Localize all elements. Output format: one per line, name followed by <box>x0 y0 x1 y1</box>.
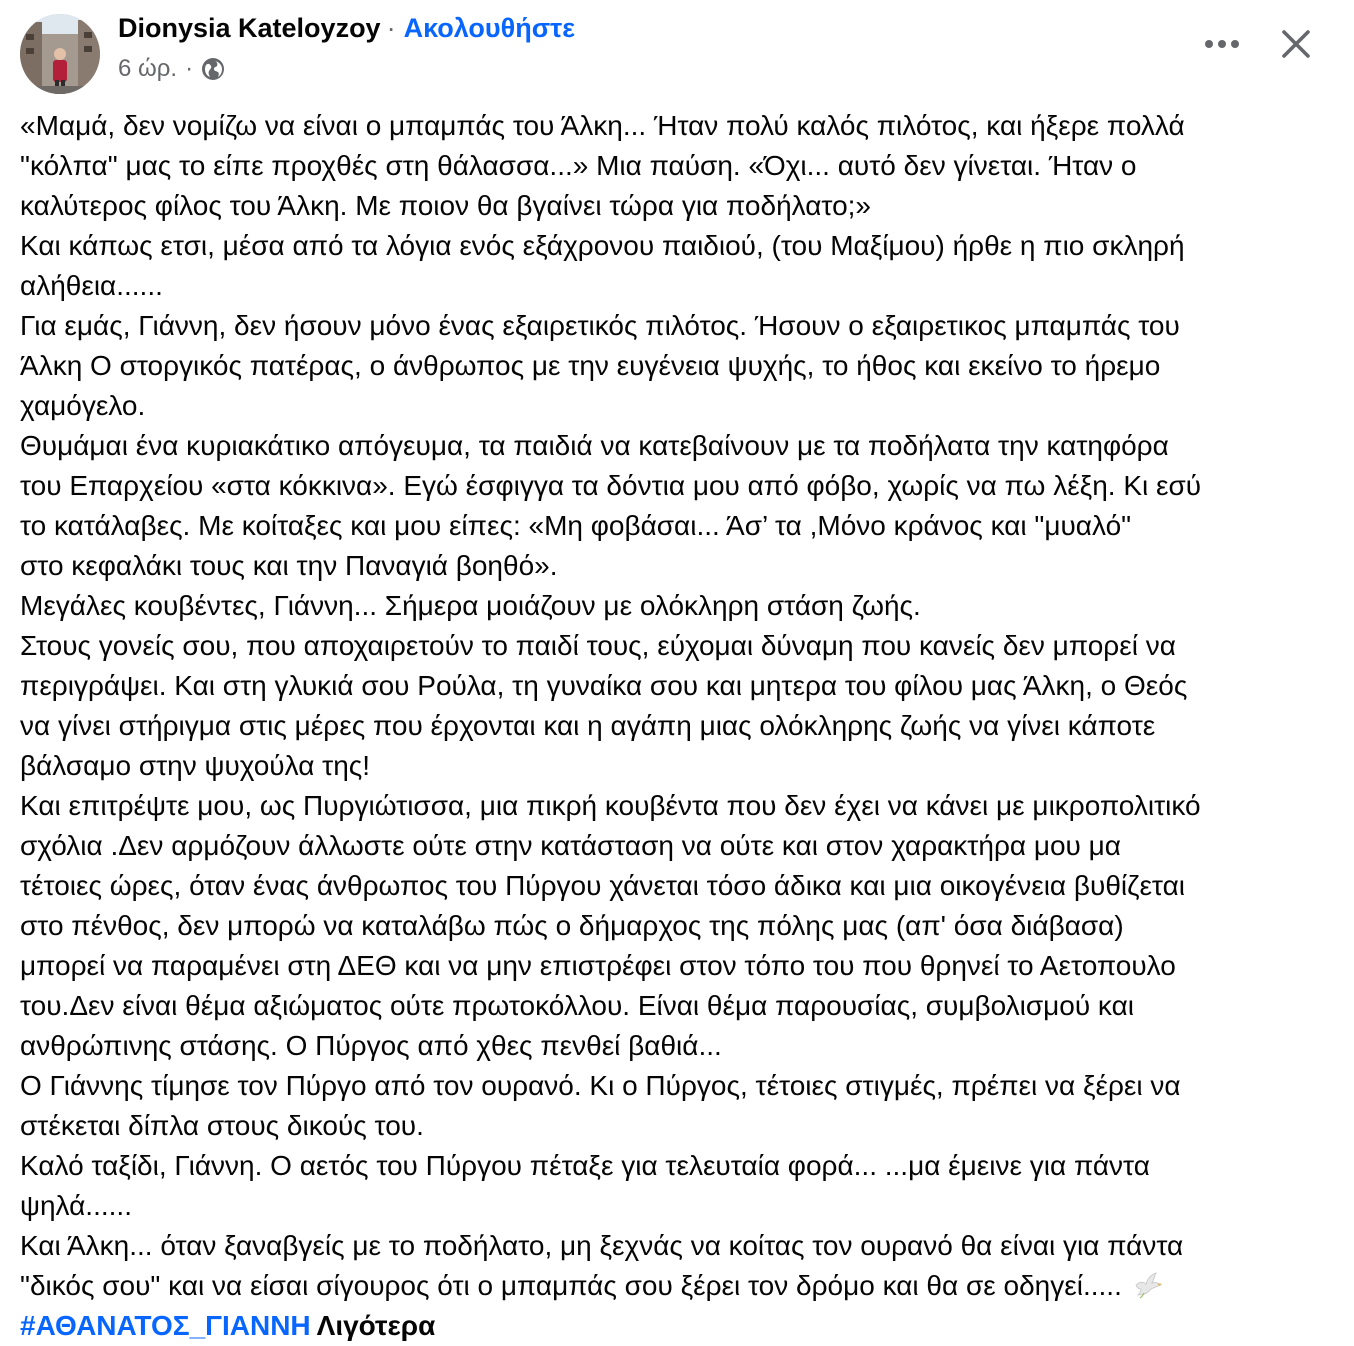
dove-icon <box>1132 1271 1164 1299</box>
post-line: του Επαρχείου «στα κόκκινα». Εγώ έσφιγγα τα δόντια μου από φόβο, χωρίς να πω λέξη. Κι εσύ <box>20 470 1202 501</box>
post-line: ψηλά...... <box>20 1190 132 1221</box>
post-line: Μεγάλες κουβέντες, Γιάννη... Σήμερα μοιάζουν με ολόκληρη στάση ζωής. <box>20 590 921 621</box>
post-line: Καλό ταξίδι, Γιάννη. Ο αετός του Πύργου πέταξε για τελευταία φορά... ...μα έμεινε για πάντα <box>20 1150 1150 1181</box>
more-options-button[interactable] <box>1200 24 1244 64</box>
post-line: μπορεί να παραμένει στη ΔΕΘ και να μην επιστρέφει στον τόπο του που θρηνεί το Αετοπουλο <box>20 950 1176 981</box>
more-options-icon <box>1204 39 1240 49</box>
hashtag-link[interactable]: #ΑΘΑΝΑΤΟΣ_ΓΙΑΝΝΗ <box>20 1310 311 1341</box>
post-line: το κατάλαβες. Με κοίταξες και μου είπες: «Μη φοβάσαι... Άσ’ τα ,Μόνο κράνος και "μυαλό" <box>20 510 1132 541</box>
post-line: στο κεφαλάκι τους και την Παναγιά βοηθό». <box>20 550 558 581</box>
post-line: Ο Γιάννης τίμησε τον Πύργο από τον ουρανό. Κι ο Πύργος, τέτοιες στιγμές, πρέπει να ξέρει να <box>20 1070 1181 1101</box>
close-icon <box>1281 29 1311 59</box>
post-line: Στους γονείς σου, που αποχαιρετούν το παιδί τους, εύχομαι δύναμη που κανείς δεν μπορεί να <box>20 630 1176 661</box>
post-line: περιγράψει. Και στη γλυκιά σου Ρούλα, τη γυναίκα σου και μητερα του φίλου μας Άλκη, ο Θεός <box>20 670 1188 701</box>
post-line: τέτοιες ώρες, όταν ένας άνθρωπος του Πύργου χάνεται τόσο άδικα και μια οικογένεια βυθίζεται <box>20 870 1186 901</box>
post-last-line <box>20 1266 1350 1306</box>
author-line <box>118 12 575 44</box>
post-line: Θυμάμαι ένα κυριακάτικο απόγευμα, τα παιδιά να κατεβαίνουν με τα ποδήλατα την κατηφόρα <box>20 430 1169 461</box>
post-line: του.Δεν είναι θέμα αξιώματος ούτε πρωτοκόλλου. Είναι θέμα παρουσίας, συμβολισμού και <box>20 990 1134 1021</box>
avatar-photo <box>20 14 100 94</box>
post-line: στο πένθος, δεν μπορώ να καταλάβω πώς ο δήμαρχος της πόλης μας (απ' όσα διάβασα) <box>20 910 1124 941</box>
post-footer <box>20 1306 1350 1346</box>
post-meta <box>118 54 225 84</box>
post-line: αλήθεια...... <box>20 270 163 301</box>
post-line: ανθρώπινης στάσης. Ο Πύργος από χθες πενθεί βαθιά... <box>20 1030 722 1061</box>
post-line: βάλσαμο στην ψυχούλα της! <box>20 750 371 781</box>
post-line: στέκεται δίπλα στους δικούς του. <box>20 1110 424 1141</box>
post-line-text: "δικός σου" και να είσαι σίγουρος ότι ο μπαμπάς σου ξέρει τον δρόμο και θα σε οδηγεί..... <box>20 1270 1122 1301</box>
name-separator: · <box>386 13 396 43</box>
post-line: Και κάπως ετσι, μέσα από τα λόγια ενός εξάχρονου παιδιού, (του Μαξίμου) ήρθε η πιο σκληρή <box>20 230 1185 261</box>
post-line: Και Άλκη... όταν ξαναβγείς με το ποδήλατο, μη ξεχνάς να κοίτας τον ουρανό θα είναι για πάντα <box>20 1230 1184 1261</box>
post-timestamp[interactable]: 6 ώρ. <box>118 55 178 82</box>
post-line: να γίνει στήριγμα στις μέρες που έρχονται και η αγάπη μιας ολόκληρης ζωής να γίνει κάποτε <box>20 710 1156 741</box>
see-less-button[interactable]: Λιγότερα <box>316 1310 436 1341</box>
author-name[interactable]: Dionysia Kateloyzoy <box>118 13 381 43</box>
close-button[interactable] <box>1274 22 1318 66</box>
author-avatar[interactable] <box>20 14 100 94</box>
post-line: σχόλια .Δεν αρμόζουν άλλωστε ούτε στην κατάσταση να ούτε και στον χαρακτήρα μου μα <box>20 830 1121 861</box>
post-header <box>0 0 1354 100</box>
post-line: Για εμάς, Γιάννη, δεν ήσουν μόνο ένας εξαιρετικός πιλότος. Ήσουν ο εξαιρετικος μπαμπάς του <box>20 310 1180 341</box>
post-line: "κόλπα" μας το είπε προχθές στη θάλασσα...» Μια παύση. «Όχι... αυτό δεν γίνεται. Ήταν ο <box>20 150 1137 181</box>
post-line: χαμόγελο. <box>20 390 146 421</box>
post-line: Και επιτρέψτε μου, ως Πυργιώτισσα, μια πικρή κουβέντα που δεν έχει να κάνει με μικροπολιτικό <box>20 790 1201 821</box>
post-text <box>20 106 1350 1346</box>
post-line: Άλκη Ο στοργικός πατέρας, ο άνθρωπος με την ευγένεια ψυχής, το ήθος και εκείνο το ήρεμο <box>20 350 1161 381</box>
follow-button[interactable]: Ακολουθήστε <box>403 13 576 43</box>
meta-separator: · <box>185 55 194 82</box>
globe-icon[interactable] <box>201 57 225 81</box>
post-line: «Μαμά, δεν νομίζω να είναι ο μπαμπάς του Άλκη... Ήταν πολύ καλός πιλότος, και ήξερε πολλά <box>20 110 1185 141</box>
post-line: καλύτερος φίλος του Άλκη. Με ποιον θα βγαίνει τώρα για ποδήλατο;» <box>20 190 872 221</box>
